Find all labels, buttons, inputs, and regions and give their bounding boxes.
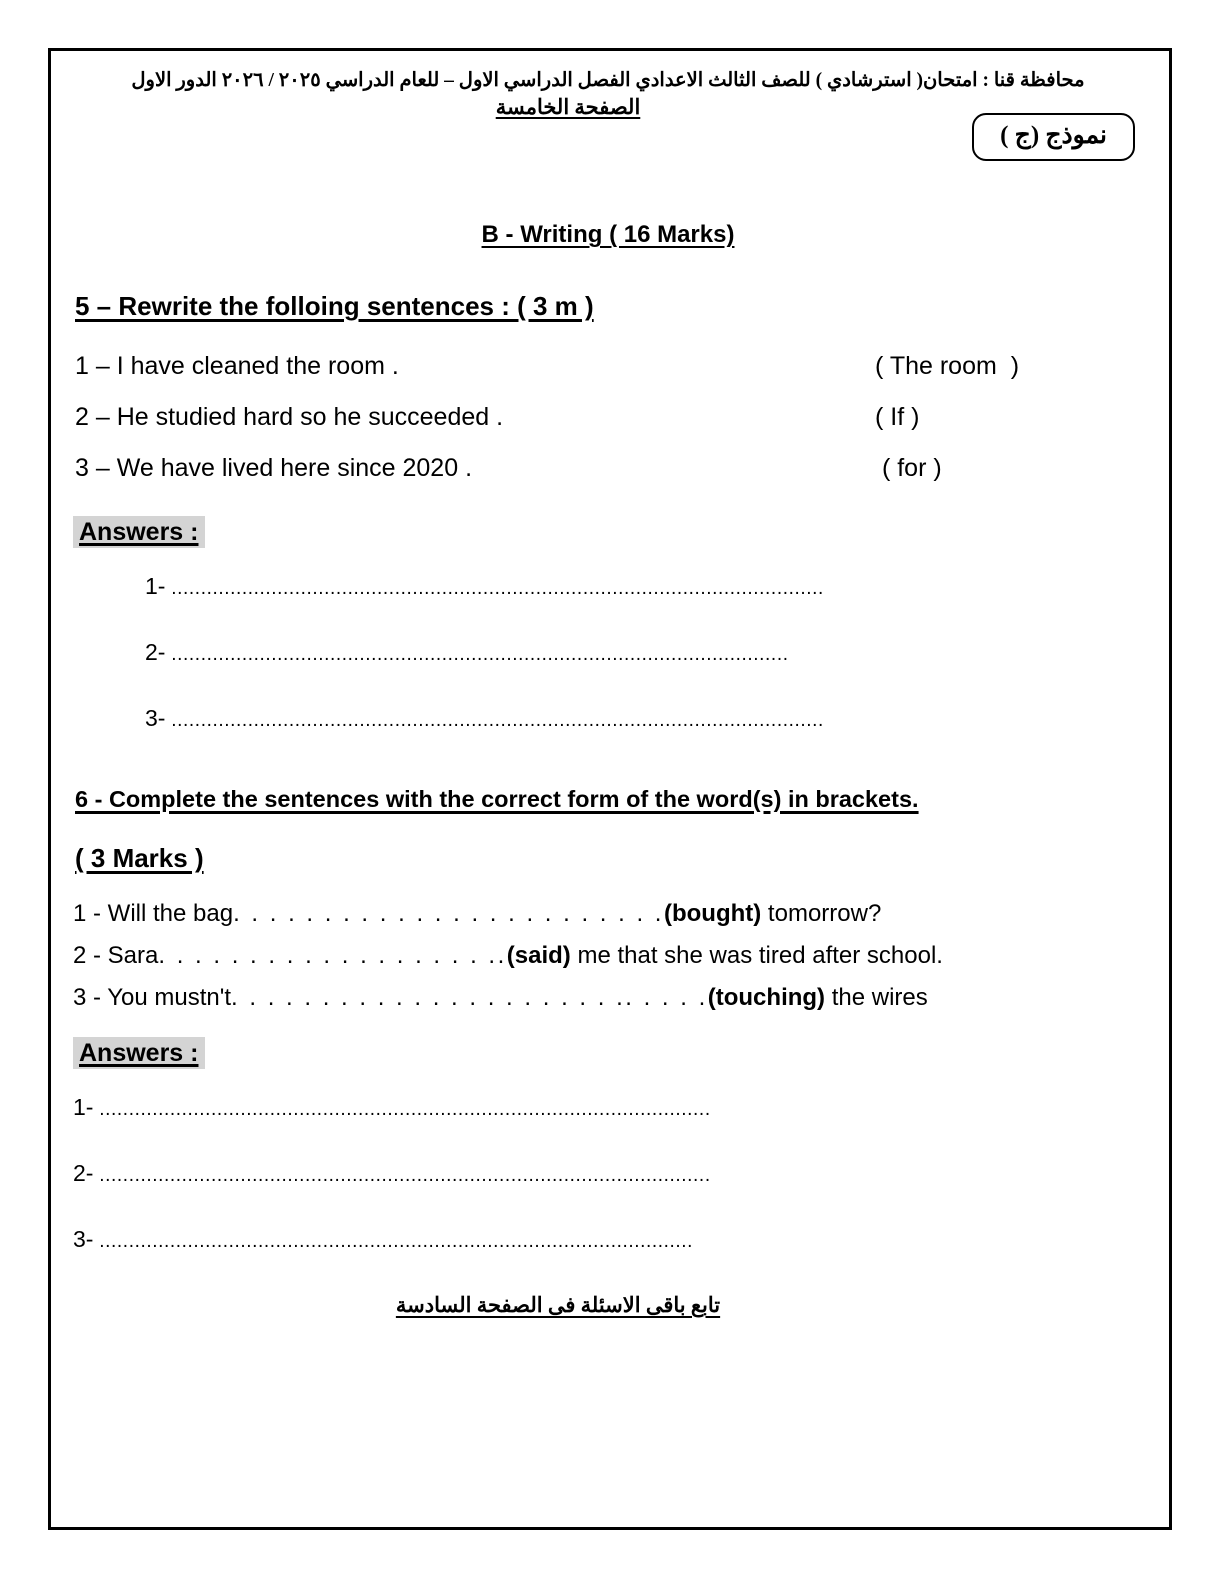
- question-5-item: [73, 454, 1143, 483]
- question-6-sentences: [73, 900, 1143, 1012]
- question-6-heading-text: 6 - Complete the sentences with the correct form of the word(s) in brackets.: [75, 785, 919, 812]
- answer-line-dots: .....................................................................................................: [99, 1231, 694, 1253]
- question-5-heading: [75, 291, 1143, 322]
- question-6-answers-label-text: Answers :: [79, 1039, 199, 1068]
- answer-line-number: 3-: [145, 706, 166, 732]
- question-6-marks-text: ( 3 Marks ): [75, 842, 204, 873]
- question-5-item: [73, 403, 1143, 432]
- page-label: الصفحة الخامسة: [495, 95, 641, 120]
- exam-page-frame: [48, 48, 1172, 1530]
- answer-line-dots: ...............................................................................................................: [171, 710, 824, 732]
- question-6-item-suffix: tomorrow?: [761, 899, 882, 927]
- answer-line[interactable]: [145, 574, 1143, 600]
- answer-line[interactable]: [73, 1227, 1143, 1253]
- question-5-heading-text: 5 – Rewrite the folloing sentences : ( 3 m ): [75, 291, 594, 321]
- answer-line[interactable]: [145, 706, 1143, 732]
- question-5-item-cue: ( If ): [875, 402, 920, 431]
- question-6-item: [73, 942, 1143, 971]
- question-6-item: [73, 900, 1143, 929]
- answer-line-number: 2-: [73, 1161, 94, 1187]
- question-6-item-gap[interactable]: . . . . . . . . . . . . . . . . . . . . . .. . . . .: [231, 983, 708, 1011]
- question-6-item-prefix: 1 - Will the bag: [73, 899, 234, 927]
- question-5-item-text: 2 – He studied hard so he succeeded .: [75, 402, 504, 431]
- question-5-item-text: 3 – We have lived here since 2020 .: [75, 453, 473, 482]
- question-5-sentences: [73, 352, 1143, 482]
- question-6-heading: [75, 786, 1143, 813]
- question-6-item-suffix: me that she was tired after school.: [570, 941, 943, 969]
- answer-line-number: 3-: [73, 1227, 94, 1253]
- page-header: [73, 61, 1143, 173]
- question-5-answer-lines: [73, 574, 1143, 732]
- question-5-item-text: 1 – I have cleaned the room .: [75, 352, 399, 380]
- exam-model-badge: نموذج (ج ): [972, 113, 1135, 161]
- question-6-marks: [75, 843, 1143, 874]
- answer-line[interactable]: [73, 1161, 1143, 1187]
- question-6-answer-lines: [73, 1095, 1143, 1253]
- answer-line-number: 2-: [145, 640, 166, 666]
- question-5-answers-label-text: Answers :: [79, 518, 199, 547]
- answer-line-number: 1-: [145, 574, 166, 600]
- question-6-item-prefix: 3 - You mustn't: [73, 983, 232, 1011]
- question-5-answers-label: [73, 516, 205, 548]
- question-5-item-cue: ( for ): [875, 453, 942, 482]
- question-6-item-gap[interactable]: . . . . . . . . . . . . . . . . . . ..: [158, 941, 507, 969]
- answer-line-number: 1-: [73, 1095, 94, 1121]
- answer-line-dots: ........................................................................................................: [99, 1165, 711, 1187]
- question-5-item: [73, 352, 1143, 381]
- answer-line[interactable]: [145, 640, 1143, 666]
- writing-section-title: [73, 221, 1143, 249]
- question-6-item-suffix: the wires: [825, 983, 928, 1011]
- answer-line[interactable]: [73, 1095, 1143, 1121]
- exam-page-content: [51, 51, 1169, 1527]
- continuation-note-text: تابع باقى الاسئلة فى الصفحة السادسة: [395, 1292, 721, 1317]
- answer-line-dots: ........................................................................................................: [99, 1099, 711, 1121]
- question-6-item-prefix: 2 - Sara: [73, 941, 159, 969]
- writing-section-title-text: B - Writing ( 16 Marks): [481, 221, 735, 248]
- answer-line-dots: ...............................................................................................................: [171, 578, 824, 600]
- question-6-item-bracket: (said): [506, 941, 571, 969]
- exam-info-line: محافظة قنا : امتحان( استرشادي ) للصف الثالث الاعدادي الفصل الدراسي الاول – للعام الدراسي ٢٠٢٥ / ٢٠٢٦ الدور الاول: [131, 70, 1085, 91]
- answer-line-dots: .........................................................................................................: [171, 644, 789, 666]
- question-6-item-bracket: (bought): [663, 899, 762, 927]
- question-6-answers-label: [73, 1037, 205, 1069]
- question-6-item: [73, 984, 1143, 1013]
- question-6-item-gap[interactable]: . . . . . . . . . . . . . . . . . . . . . . . .: [233, 899, 664, 927]
- question-5-item-cue: ( The room ): [875, 352, 1020, 380]
- continuation-note: [73, 1293, 1143, 1318]
- question-6-item-bracket: (touching): [707, 983, 826, 1011]
